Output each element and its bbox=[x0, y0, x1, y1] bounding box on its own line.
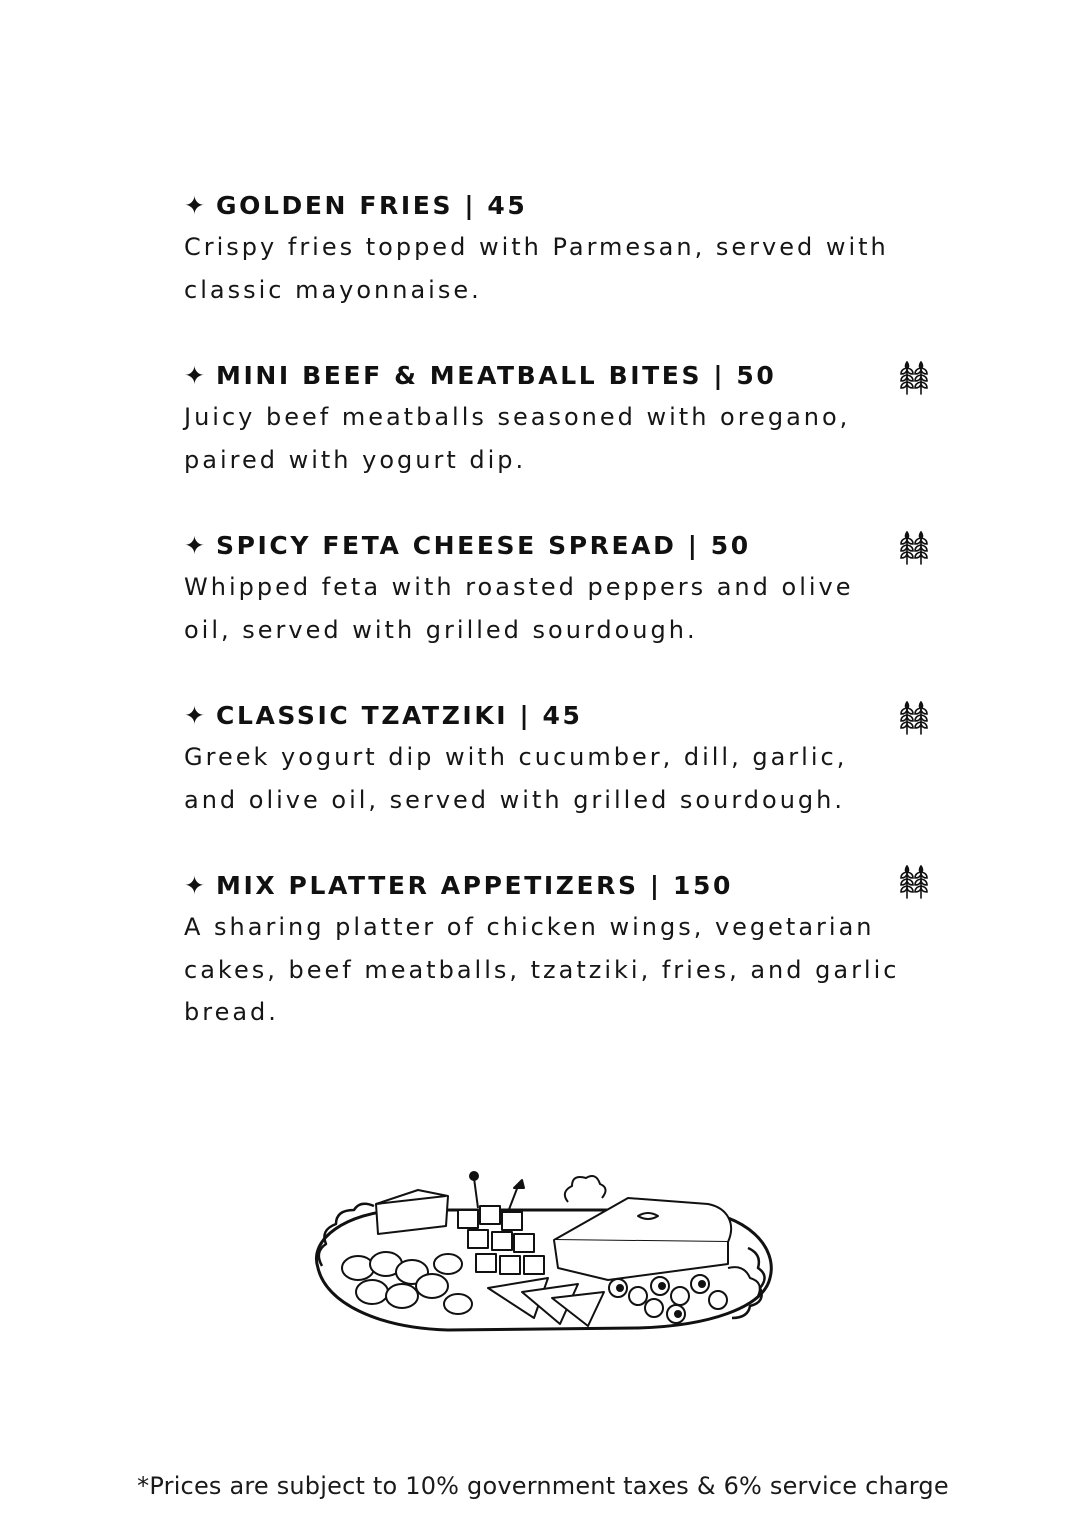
four-point-star-icon: ✦ bbox=[184, 531, 205, 560]
price-footnote: *Prices are subject to 10% government taxes & 6% service charge bbox=[137, 1472, 949, 1500]
menu-item-mini-beef-meatball-bites bbox=[184, 356, 944, 526]
menu-item-spicy-feta-cheese-spread bbox=[184, 526, 944, 696]
four-point-star-icon: ✦ bbox=[184, 871, 205, 900]
menu-item-classic-tzatziki bbox=[184, 696, 944, 866]
item-title-text: GOLDEN FRIES | 45 bbox=[216, 191, 528, 220]
wheat-icon bbox=[897, 860, 931, 900]
item-title-text: MINI BEEF & MEATBALL BITES | 50 bbox=[216, 361, 777, 390]
item-title-text: MIX PLATTER APPETIZERS | 150 bbox=[216, 871, 733, 900]
wheat-icon bbox=[897, 526, 931, 566]
four-point-star-icon: ✦ bbox=[184, 701, 205, 730]
item-title-text: SPICY FETA CHEESE SPREAD | 50 bbox=[216, 531, 751, 560]
item-title bbox=[184, 186, 944, 226]
menu-list bbox=[184, 186, 944, 1036]
wheat-icon bbox=[897, 356, 931, 396]
item-title bbox=[184, 866, 944, 906]
menu-item-mix-platter-appetizers bbox=[184, 866, 944, 1036]
menu-item-golden-fries bbox=[184, 186, 944, 356]
four-point-star-icon: ✦ bbox=[184, 191, 205, 220]
wheat-icon bbox=[897, 696, 931, 736]
item-title bbox=[184, 526, 944, 566]
item-description: Greek yogurt dip with cucumber, dill, garlic, and olive oil, served with grilled sourdough. bbox=[184, 743, 848, 814]
item-description: A sharing platter of chicken wings, vegetarian cakes, beef meatballs, tzatziki, fries, and garlic bread. bbox=[184, 913, 900, 1026]
item-description: Crispy fries topped with Parmesan, served with classic mayonnaise. bbox=[184, 233, 889, 304]
item-title bbox=[184, 696, 944, 736]
item-title bbox=[184, 356, 944, 396]
cheese-platter-illustration bbox=[308, 1168, 778, 1336]
item-description: Juicy beef meatballs seasoned with oregano, paired with yogurt dip. bbox=[184, 403, 851, 474]
item-description: Whipped feta with roasted peppers and olive oil, served with grilled sourdough. bbox=[184, 573, 854, 644]
four-point-star-icon: ✦ bbox=[184, 361, 205, 390]
item-title-text: CLASSIC TZATZIKI | 45 bbox=[216, 701, 583, 730]
